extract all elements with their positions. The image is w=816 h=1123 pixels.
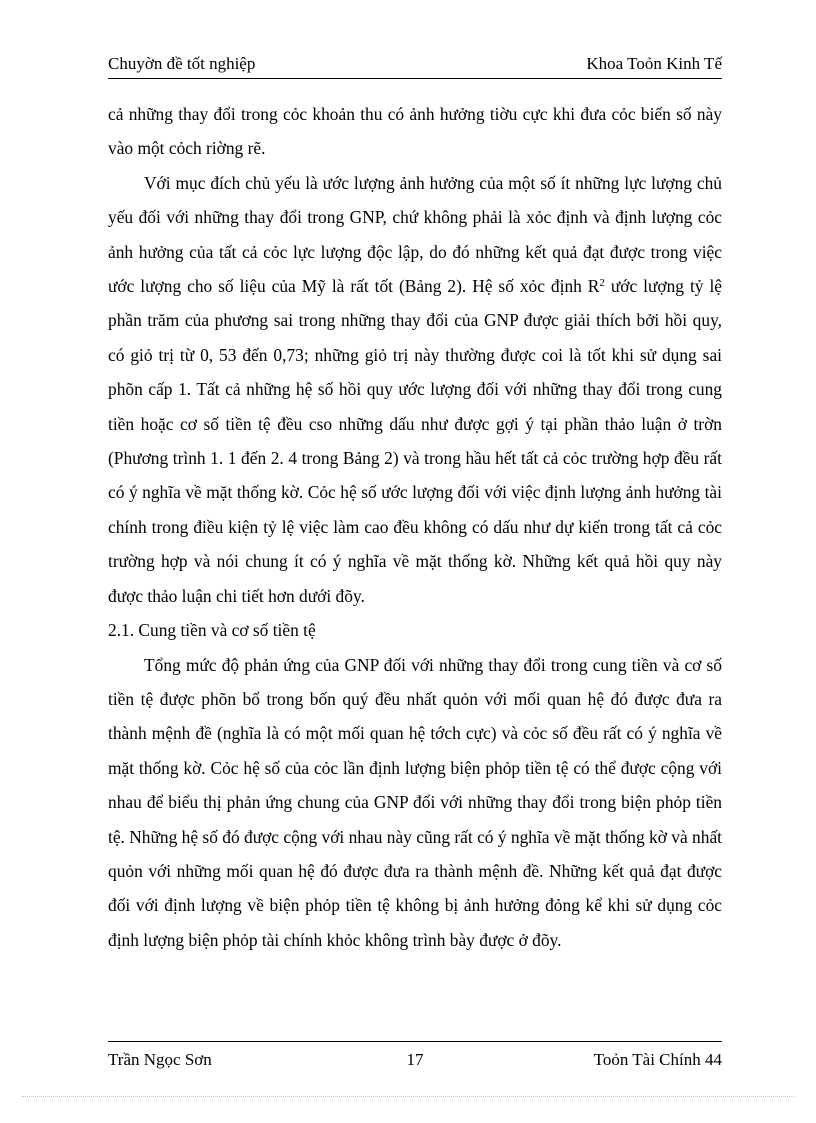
paragraph-continuation: cả những thay đổi trong cỏc khoản thu có ảnh hưởng tiờu cực khi đưa cỏc biến số này vào một cỏch riờng rẽ. bbox=[108, 104, 722, 159]
paragraph-estimation-results bbox=[108, 166, 722, 613]
page-edge-divider bbox=[22, 1096, 794, 1097]
paragraph-text: ước lượng tỷ lệ phần trăm của phương sai trong những thay đổi của GNP được giải thích bởi hồi quy, có giỏ trị từ 0, 53 đến 0,73; những giỏ trị này thường được coi là tốt khi sử dụng sai phõn cấp 1. Tất cả những hệ số hồi quy ước lượng đối với những thay đổi trong cung tiền hoặc cơ số tiền tệ đều cso những dấu như được gợi ý tại phần thảo luận ở trờn (Phương trình 1. 1 đến 2. 4 trong Bảng 2) và trong hầu hết tất cả cỏc trường hợp đều rất có ý nghĩa về mặt thống kờ. Cỏc hệ số ước lượng đối với việc định lượng ảnh hưởng tài chính trong điều kiện tỷ lệ việc làm cao đều không có dấu như dự kiến trong tất cả cỏc trường hợp và nói chung ít có ý nghĩa về mặt thống kờ. Những kết quả hồi quy này được thảo luận chi tiết hơn dưới đõy. bbox=[108, 276, 722, 606]
section-heading: 2.1. Cung tiền và cơ số tiền tệ bbox=[108, 620, 316, 641]
header-faculty: Khoa Toỏn Kinh Tế bbox=[586, 54, 722, 73]
page-header bbox=[108, 52, 722, 79]
paragraph-money-supply: Tổng mức độ phản ứng của GNP đối với những thay đổi trong cung tiền và cơ số tiền tệ được phõn bổ trong bốn quý đều nhất quỏn với mối quan hệ đó được đưa ra thành mệnh đề (nghĩa là có một mối quan hệ tớch cực) và cỏc số đều rất có ý nghĩa về mặt thống kờ. Cỏc hệ số của cỏc lần định lượng biện phỏp tiền tệ có thể được cộng với nhau để biểu thị phản ứng chung của GNP đối với những thay đổi trong biện phỏp tiền tệ. Những hệ số đó được cộng với nhau này cũng rất có ý nghĩa về mặt thống kờ và nhất quỏn với những mối quan hệ đó được đưa ra thành mệnh đề. Những kết quả đạt được đối với định lượng về biện phỏp tiền tệ không bị ảnh hưởng đỏng kể khi sử dụng cỏc định lượng biện phỏp tài chính khỏc không trình bày được ở đõy. bbox=[108, 654, 722, 950]
page-footer bbox=[108, 1041, 722, 1074]
page-body bbox=[108, 97, 722, 957]
paragraph-text: Với mục đích chủ yếu là ước lượng ảnh hưởng của một số ít những lực lượng chủ yếu đối với những thay đổi trong GNP, chứ không phải là xỏc định và định lượng cỏc ảnh hưởng của tất cả cỏc lực lượng độc lập, do đó những kết quả đạt được trong việc ước lượng cho số liệu của Mỹ là rất tốt (Bảng 2). Hệ số xỏc định R bbox=[108, 172, 722, 297]
superscript-exponent: 2 bbox=[599, 277, 605, 290]
header-document-type: Chuyờn đề tốt nghiệp bbox=[108, 54, 256, 73]
page-number: 17 bbox=[406, 1050, 424, 1069]
footer-class: Toỏn Tài Chính 44 bbox=[593, 1050, 722, 1069]
footer-author: Trần Ngọc Sơn bbox=[108, 1050, 212, 1069]
